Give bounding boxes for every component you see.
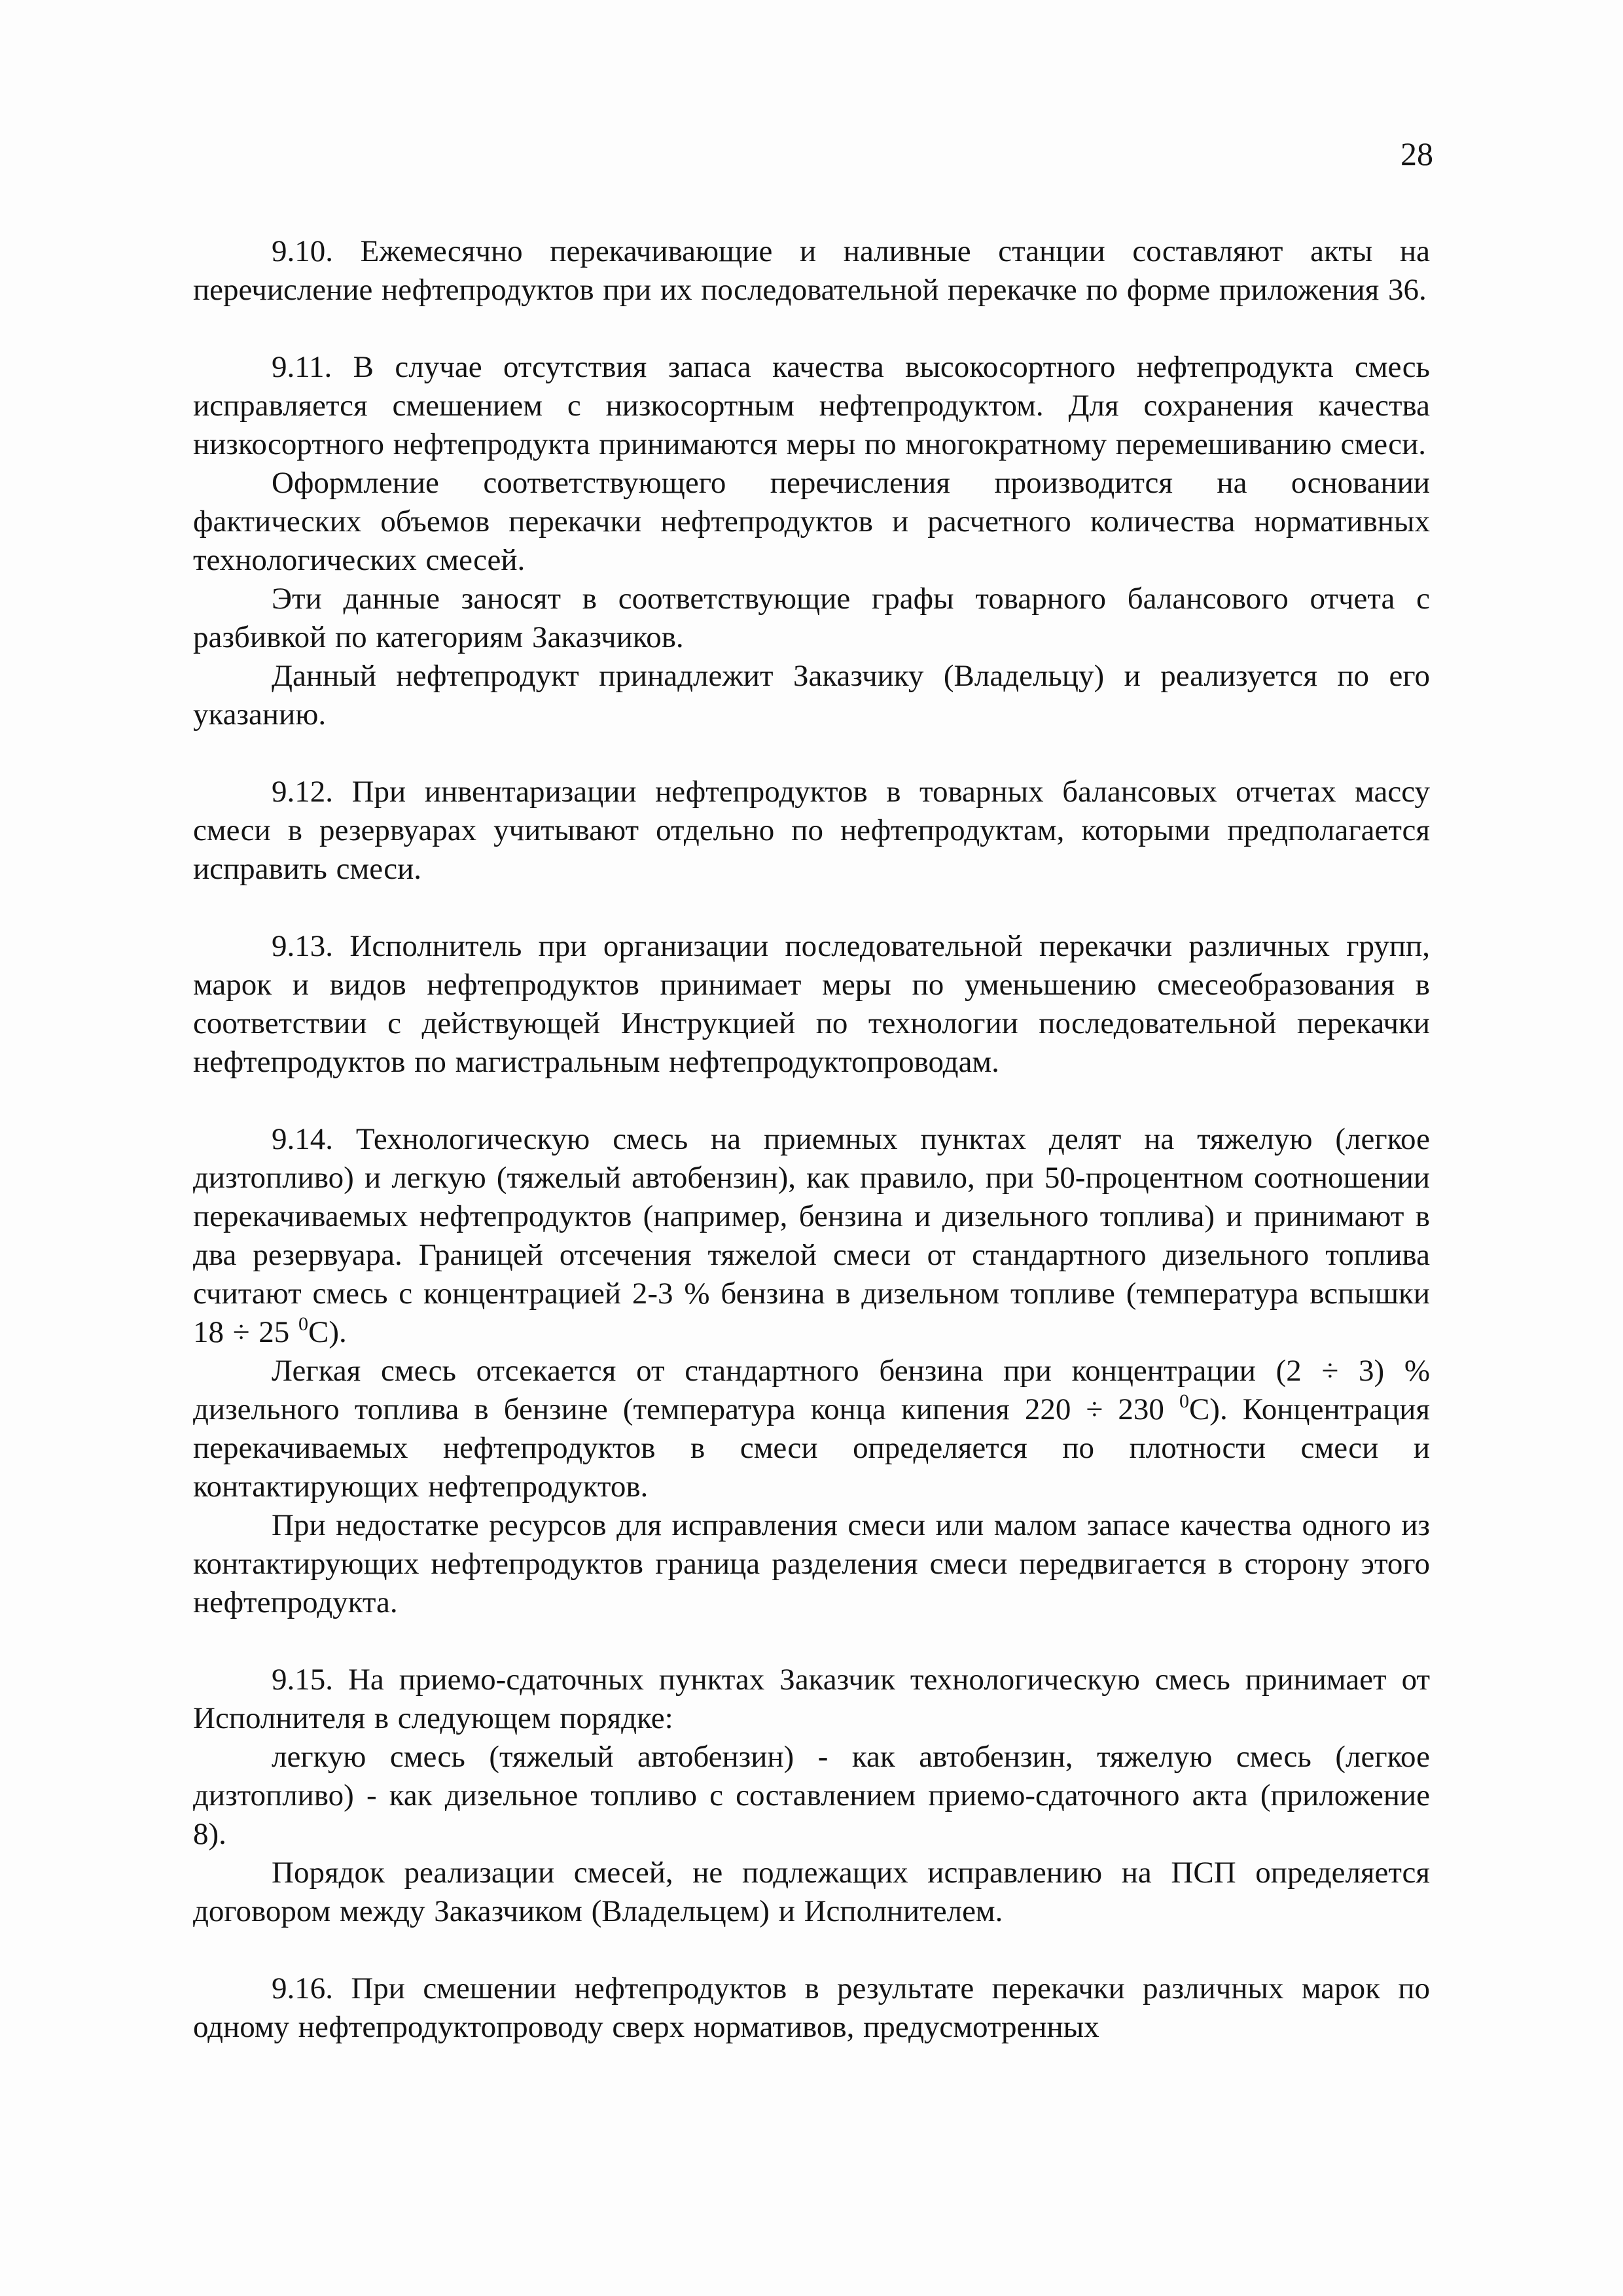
paragraph [193, 1120, 1430, 1352]
paragraph: При недостатке ресурсов для исправления смеси или малом запасе качества одного из контактирующих нефтепродуктов граница разделения смеси передвигается в сторону этого нефтепродукта. [193, 1508, 1430, 1619]
section-9-14 [193, 1120, 1430, 1622]
paragraph: легкую смесь (тяжелый автобензин) - как автобензин, тяжелую смесь (легкое дизтопливо) - как дизельное топливо с составлением приемо-сдаточного акта (приложение 8). [193, 1740, 1430, 1851]
section-9-13 [193, 927, 1430, 1082]
page-number: 28 [1400, 135, 1433, 172]
paragraph-text-tail: С). [308, 1315, 347, 1349]
section-9-10 [193, 232, 1430, 309]
paragraph: 9.13. Исполнитель при организации последовательной перекачки различных групп, марок и видов нефтепродуктов принимает меры по уменьшению смесеобразования в соответствии с действующей Инструкцией по технологии последовательной перекачки нефтепродуктов по магистральным нефтепродуктопроводам. [193, 929, 1430, 1079]
paragraph [193, 1352, 1430, 1506]
degree-superscript: 0 [298, 1313, 309, 1335]
paragraph: 9.10. Ежемесячно перекачивающие и наливные станции составляют акты на перечисление нефтепродуктов при их последовательной перекачке по форме приложения 36. [193, 234, 1430, 307]
paragraph-text-tail: С). Концентрация перекачиваемых нефтепродуктов в смеси определяется по плотности смеси и контактирующих нефтепродуктов. [193, 1392, 1430, 1504]
section-9-11 [193, 348, 1430, 734]
paragraph: Порядок реализации смесей, не подлежащих исправлению на ПСП определяется договором между Заказчиком (Владельцем) и Исполнителем. [193, 1856, 1430, 1928]
paragraph-text: Легкая смесь отсекается от стандартного бензина при концентрации (2 ÷ 3) % дизельного топлива в бензине (температура конца кипения 220 ÷ 230 [193, 1354, 1430, 1426]
paragraph: Данный нефтепродукт принадлежит Заказчику (Владельцу) и реализуется по его указанию. [193, 659, 1430, 732]
paragraph-text: 9.14. Технологическую смесь на приемных пунктах делят на тяжелую (легкое дизтопливо) и легкую (тяжелый автобензин), как правило, при 50-процентном соотношении перекачиваемых нефтепродуктов (например, бензина и дизельного топлива) и принимают в два резервуара. Границей отсечения тяжелой смеси от стандартного дизельного топлива считают смесь с концентрацией 2-3 % бензина в дизельном топливе (температура вспышки 18 ÷ 25 [193, 1122, 1430, 1349]
paragraph: 9.11. В случае отсутствия запаса качества высокосортного нефтепродукта смесь исправляется смешением с низкосортным нефтепродуктом. Для сохранения качества низкосортного нефтепродукта принимаются меры по многократному перемешиванию смеси. [193, 350, 1430, 461]
document-body [193, 232, 1430, 2047]
section-9-12 [193, 773, 1430, 889]
paragraph: Эти данные заносят в соответствующие графы товарного балансового отчета с разбивкой по категориям Заказчиков. [193, 582, 1430, 654]
degree-superscript: 0 [1179, 1390, 1189, 1412]
section-9-16 [193, 1969, 1430, 2047]
paragraph: 9.16. При смешении нефтепродуктов в результате перекачки различных марок по одному нефтепродуктопроводу сверх нормативов, предусмотренных [193, 1971, 1430, 2044]
paragraph: 9.15. На приемо-сдаточных пунктах Заказчик технологическую смесь принимает от Исполнителя в следующем порядке: [193, 1663, 1430, 1735]
paragraph: Оформление соответствующего перечисления производится на основании фактических объемов перекачки нефтепродуктов и расчетного количества нормативных технологических смесей. [193, 466, 1430, 577]
section-9-15 [193, 1661, 1430, 1931]
paragraph: 9.12. При инвентаризации нефтепродуктов в товарных балансовых отчетах массу смеси в резервуарах учитывают отдельно по нефтепродуктам, которыми предполагается исправить смеси. [193, 775, 1430, 886]
